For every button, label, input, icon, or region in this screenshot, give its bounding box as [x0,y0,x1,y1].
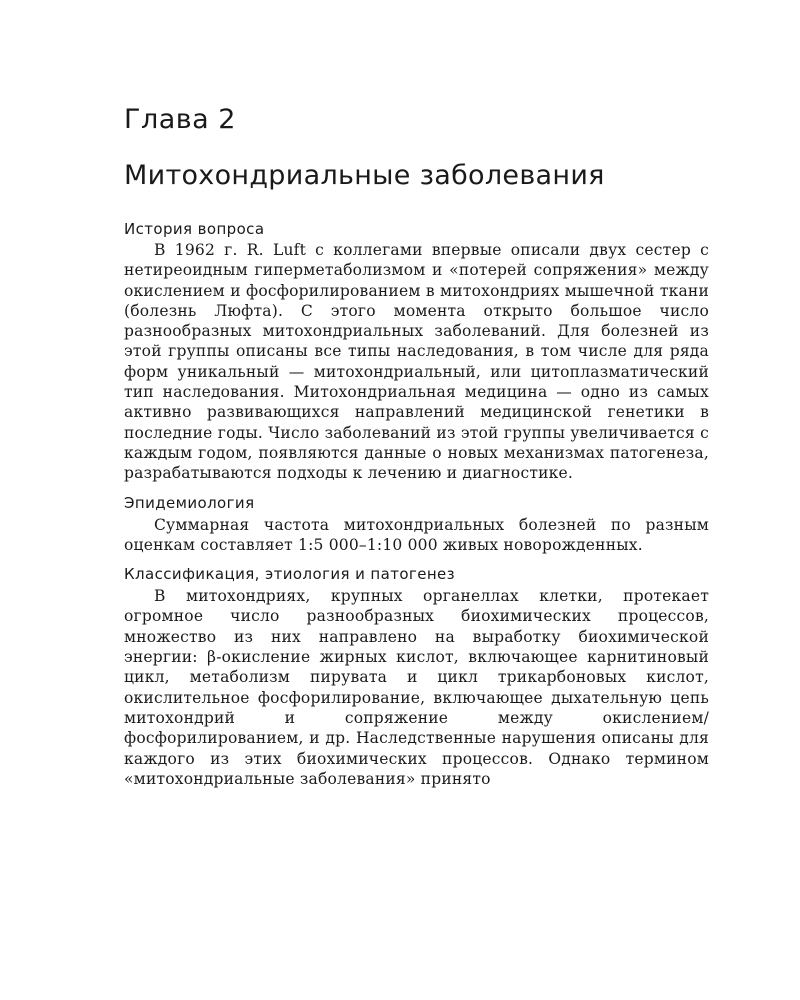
section-heading-history: История вопроса [124,220,265,238]
section-history [124,218,709,484]
book-page [124,100,709,789]
paragraph-classification: В митохондриях, крупных органеллах клетки, протекает огромное число разнообразных биохимических процессов, множество из них направлено на выработку биохимической энергии: β-окисление жирных кислот, включающее карнитиновый цикл, метаболизм пирувата и цикл трикарбоновых кислот, окислительное фосфорилирование, включающее дыхательную цепь митохондрий и сопряжение между окислением/фосфорилированием, и др. Наследственные нарушения описаны для каждого из этих биохимических процессов. Однако термином «митохондриальные заболевания» принято [124,587,709,788]
section-heading-epidemiology: Эпидемиология [124,493,255,512]
chapter-title: Митохондриальные заболевания [124,160,605,191]
chapter-number: Глава 2 [124,104,236,135]
section-heading-classification: Классификация, этиология и патогенез [124,565,456,584]
section-epidemiology [124,492,709,556]
paragraph-epidemiology: Суммарная частота митохондриальных болезней по разным оценкам составляет 1:5 000–1:10 000 живых новорожденных. [124,515,709,554]
paragraph-history: В 1962 г. R. Luft с коллегами впервые описали двух сестер с нетиреоидным гиперметаболизмом и «потерей сопряжения» между окислением и фосфорилированием в митохондриях мышечной ткани (болезнь Люфта). С этого момента открыто большое число разнообразных митохондриальных заболеваний. Для болезней из этой группы описаны все типы наследования, в том числе для ряда форм уникальный — митохондриальный, или цитоплазматический тип наследования. Митохондриальная медицина — одно из самых активно развивающихся направлений медицинской генетики в последние годы. Число заболеваний из этой группы увеличивается с каждым годом, появляются данные о новых механизмах патогенеза, разрабатываются подходы к лечению и диагностике. [124,241,709,483]
section-classification [124,563,709,789]
